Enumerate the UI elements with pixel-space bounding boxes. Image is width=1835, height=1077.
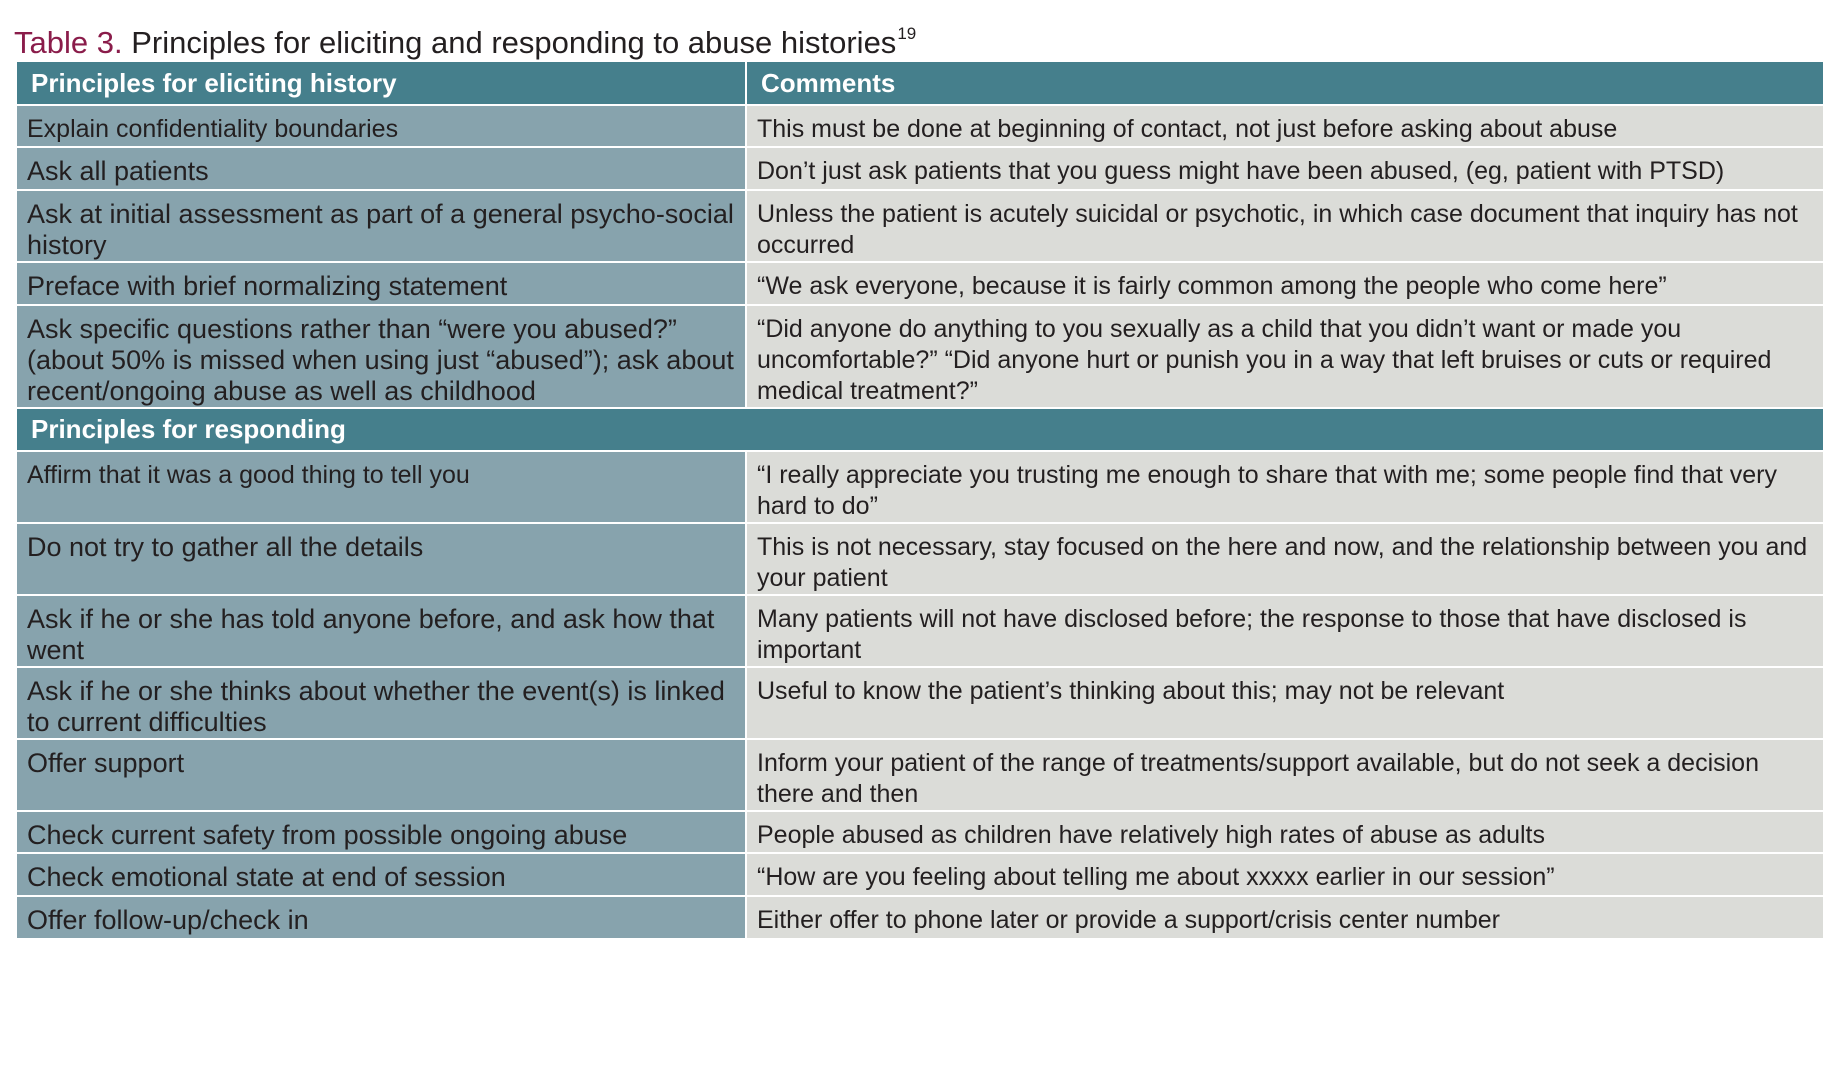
table-row [16,147,1824,190]
reference-superscript: 19 [897,24,917,43]
principle-cell: Ask if he or she has told anyone before, and ask how that went [16,595,746,667]
principle-cell: Check current safety from possible ongoing abuse [16,811,746,853]
header-principles-eliciting: Principles for eliciting history [16,61,746,105]
table-row [16,853,1824,896]
comment-cell: “Did anyone do anything to you sexually as a child that you didn’t want or made you uncomfortable?” “Did anyone hurt or punish you in a way that left bruises or cuts or required medical treatment?” [746,305,1824,408]
principle-cell: Do not try to gather all the details [16,523,746,595]
table-row [16,190,1824,262]
comment-cell: This is not necessary, stay focused on the here and now, and the relationship between you and your patient [746,523,1824,595]
comment-cell: People abused as children have relatively high rates of abuse as adults [746,811,1824,853]
table-header-row [16,61,1824,105]
table-row [16,451,1824,523]
table-row [16,739,1824,811]
principle-cell: Ask if he or she thinks about whether the event(s) is linked to current difficulties [16,667,746,739]
comment-cell: Inform your patient of the range of treatments/support available, but do not seek a decision there and then [746,739,1824,811]
table-number: Table 3. [14,25,123,60]
table-row [16,667,1824,739]
principle-cell: Offer support [16,739,746,811]
comment-cell: Many patients will not have disclosed before; the response to those that have disclosed is important [746,595,1824,667]
principle-cell: Preface with brief normalizing statement [16,262,746,305]
principle-cell: Ask at initial assessment as part of a general psycho-social history [16,190,746,262]
table-row [16,305,1824,408]
principles-table [15,60,1825,940]
table-row [16,105,1824,147]
table-row [16,896,1824,939]
header-comments: Comments [746,61,1824,105]
comment-cell: This must be done at beginning of contact, not just before asking about abuse [746,105,1824,147]
principle-cell: Ask all patients [16,147,746,190]
principle-cell: Check emotional state at end of session [16,853,746,896]
principle-cell: Affirm that it was a good thing to tell you [16,451,746,523]
table-row [16,523,1824,595]
comment-cell: Either offer to phone later or provide a support/crisis center number [746,896,1824,939]
header-principles-responding: Principles for responding [16,408,1824,451]
comment-cell: “How are you feeling about telling me about xxxxx earlier in our session” [746,853,1824,896]
comment-cell: “I really appreciate you trusting me enough to share that with me; some people find that very hard to do” [746,451,1824,523]
comment-cell: Unless the patient is acutely suicidal or psychotic, in which case document that inquiry has not occurred [746,190,1824,262]
table-row [16,262,1824,305]
principle-cell: Offer follow-up/check in [16,896,746,939]
table-title-text: Principles for eliciting and responding to abuse histories [131,25,897,60]
section-header-row [16,408,1824,451]
principle-cell: Ask specific questions rather than “were you abused?” (about 50% is missed when using just “abused”); ask about recent/ongoing abuse as well as childhood [16,305,746,408]
table-title [14,14,916,63]
comment-cell: Useful to know the patient’s thinking about this; may not be relevant [746,667,1824,739]
comment-cell: Don’t just ask patients that you guess might have been abused, (eg, patient with PTSD) [746,147,1824,190]
table-row [16,811,1824,853]
table-row [16,595,1824,667]
comment-cell: “We ask everyone, because it is fairly common among the people who come here” [746,262,1824,305]
principle-cell: Explain confidentiality boundaries [16,105,746,147]
